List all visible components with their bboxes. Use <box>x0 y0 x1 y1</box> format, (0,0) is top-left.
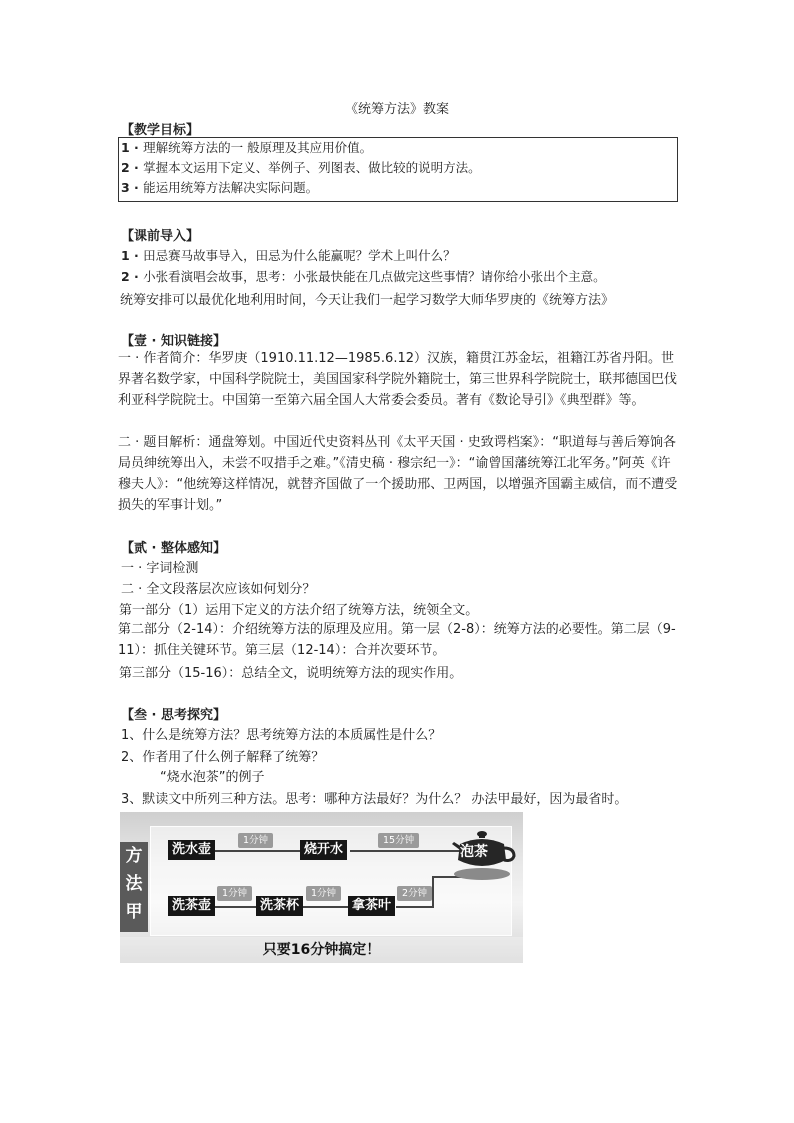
step-wash-cups: 洗茶杯 <box>256 896 303 916</box>
overall-heading: 【贰 · 整体感知】 <box>121 541 226 556</box>
knowledge-heading: 【壹 · 知识链接】 <box>121 334 226 349</box>
duration-tag: 1分钟 <box>306 886 341 901</box>
step-get-leaves: 拿茶叶 <box>348 896 395 916</box>
question-2-answer: “烧水泡茶”的例子 <box>160 770 265 785</box>
page-title: 《统筹方法》教案 <box>344 102 449 117</box>
title-analysis: 二 · 题目解析：通盘筹划。中国近代史资料丛刊《太平天国 · 史致谔档案》：“职道每与善后筹饷各局员绅统筹出入，未尝不叹措手之难。”《清史稿 · 穆宗纪一》：“谕曾国藩统筹江北军务。”阿英《许穆夫人》：“他统筹这样情况，就替齐国做了一个援助邢、卫两国，以增强齐国霸主威信，而不遭受损失的军事计划。” <box>118 435 678 513</box>
overall-line: 二 · 全文段落层次应该如何划分？ <box>121 582 316 597</box>
intro-item: 2 · 小张看演唱会故事，思考：小张最快能在几点做完这些事情？请你给小张出个主意。 <box>121 269 606 284</box>
author-intro: 一 · 作者简介：华罗庚（1910.11.12—1985.6.12）汉族，籍贯江苏金坛，祖籍江苏省丹阳。世界著名数学家，中国科学院院士，美国国家科学院外籍院士，第三世界科学院院士，联邦德国巴伐利亚科学院院士。中国第一至第六届全国人大常委会委员。著有《数论导引》《典型群》等。 <box>118 351 678 408</box>
flow-line <box>214 906 258 908</box>
question-1: 1、什么是统筹方法？思考统筹方法的本质属性是什么？ <box>121 728 442 743</box>
flow-line <box>302 906 348 908</box>
method-a-label: 方 法 甲 <box>120 842 148 932</box>
question-2: 2、作者用了什么例子解释了统筹？ <box>121 750 325 765</box>
step-wash-teapot: 洗茶壶 <box>168 896 215 916</box>
question-3: 3、默读文中所列三种方法。思考：哪种方法最好？为什么？ 办法甲最好，因为最省时。 <box>121 792 628 807</box>
figure-caption: 只要16分钟搞定！ <box>120 937 523 963</box>
duration-tag: 1分钟 <box>217 886 252 901</box>
intro-heading: 【课前导入】 <box>121 229 200 244</box>
goal-item: 3 · 能运用统筹方法解决实际问题。 <box>121 180 319 195</box>
goal-item: 2 · 掌握本文运用下定义、举例子、列图表、做比较的说明方法。 <box>121 160 481 175</box>
step-make-tea: 泡茶 <box>460 844 488 860</box>
intro-item: 1 · 田忌赛马故事导入，田忌为什么能赢呢？学术上叫什么？ <box>121 248 456 263</box>
overall-line: 一 · 字词检测 <box>121 561 199 576</box>
duration-tag: 1分钟 <box>238 833 273 848</box>
step-boil-water: 烧开水 <box>300 840 347 860</box>
goals-heading: 【教学目标】 <box>121 123 200 138</box>
flow-line <box>432 876 434 908</box>
overall-line: 第三部分（15-16）：总结全文，说明统筹方法的现实作用。 <box>119 666 463 681</box>
step-wash-kettle: 洗水壶 <box>168 840 215 860</box>
goal-item: 1 · 理解统筹方法的一 般原理及其应用价值。 <box>121 140 373 155</box>
flow-line <box>396 906 434 908</box>
method-a-figure <box>120 812 523 963</box>
flow-line <box>214 850 300 852</box>
goals-box <box>118 137 678 202</box>
explore-heading: 【叁 · 思考探究】 <box>121 708 226 723</box>
flow-line <box>350 850 462 852</box>
duration-tag: 15分钟 <box>378 833 419 848</box>
overall-line: 第二部分（2-14）：介绍统筹方法的原理及应用。第一层（2-8）：统筹方法的必要性。第二层（9-11）：抓住关键环节。第三层（12-14）：合并次要环节。 <box>118 622 676 658</box>
overall-line: 第一部分（1）运用下定义的方法介绍了统筹方法，统领全文。 <box>119 603 479 618</box>
duration-tag: 2分钟 <box>397 886 432 901</box>
intro-summary: 统筹安排可以最优化地利用时间，今天让我们一起学习数学大师华罗庚的《统筹方法》 <box>120 293 615 308</box>
